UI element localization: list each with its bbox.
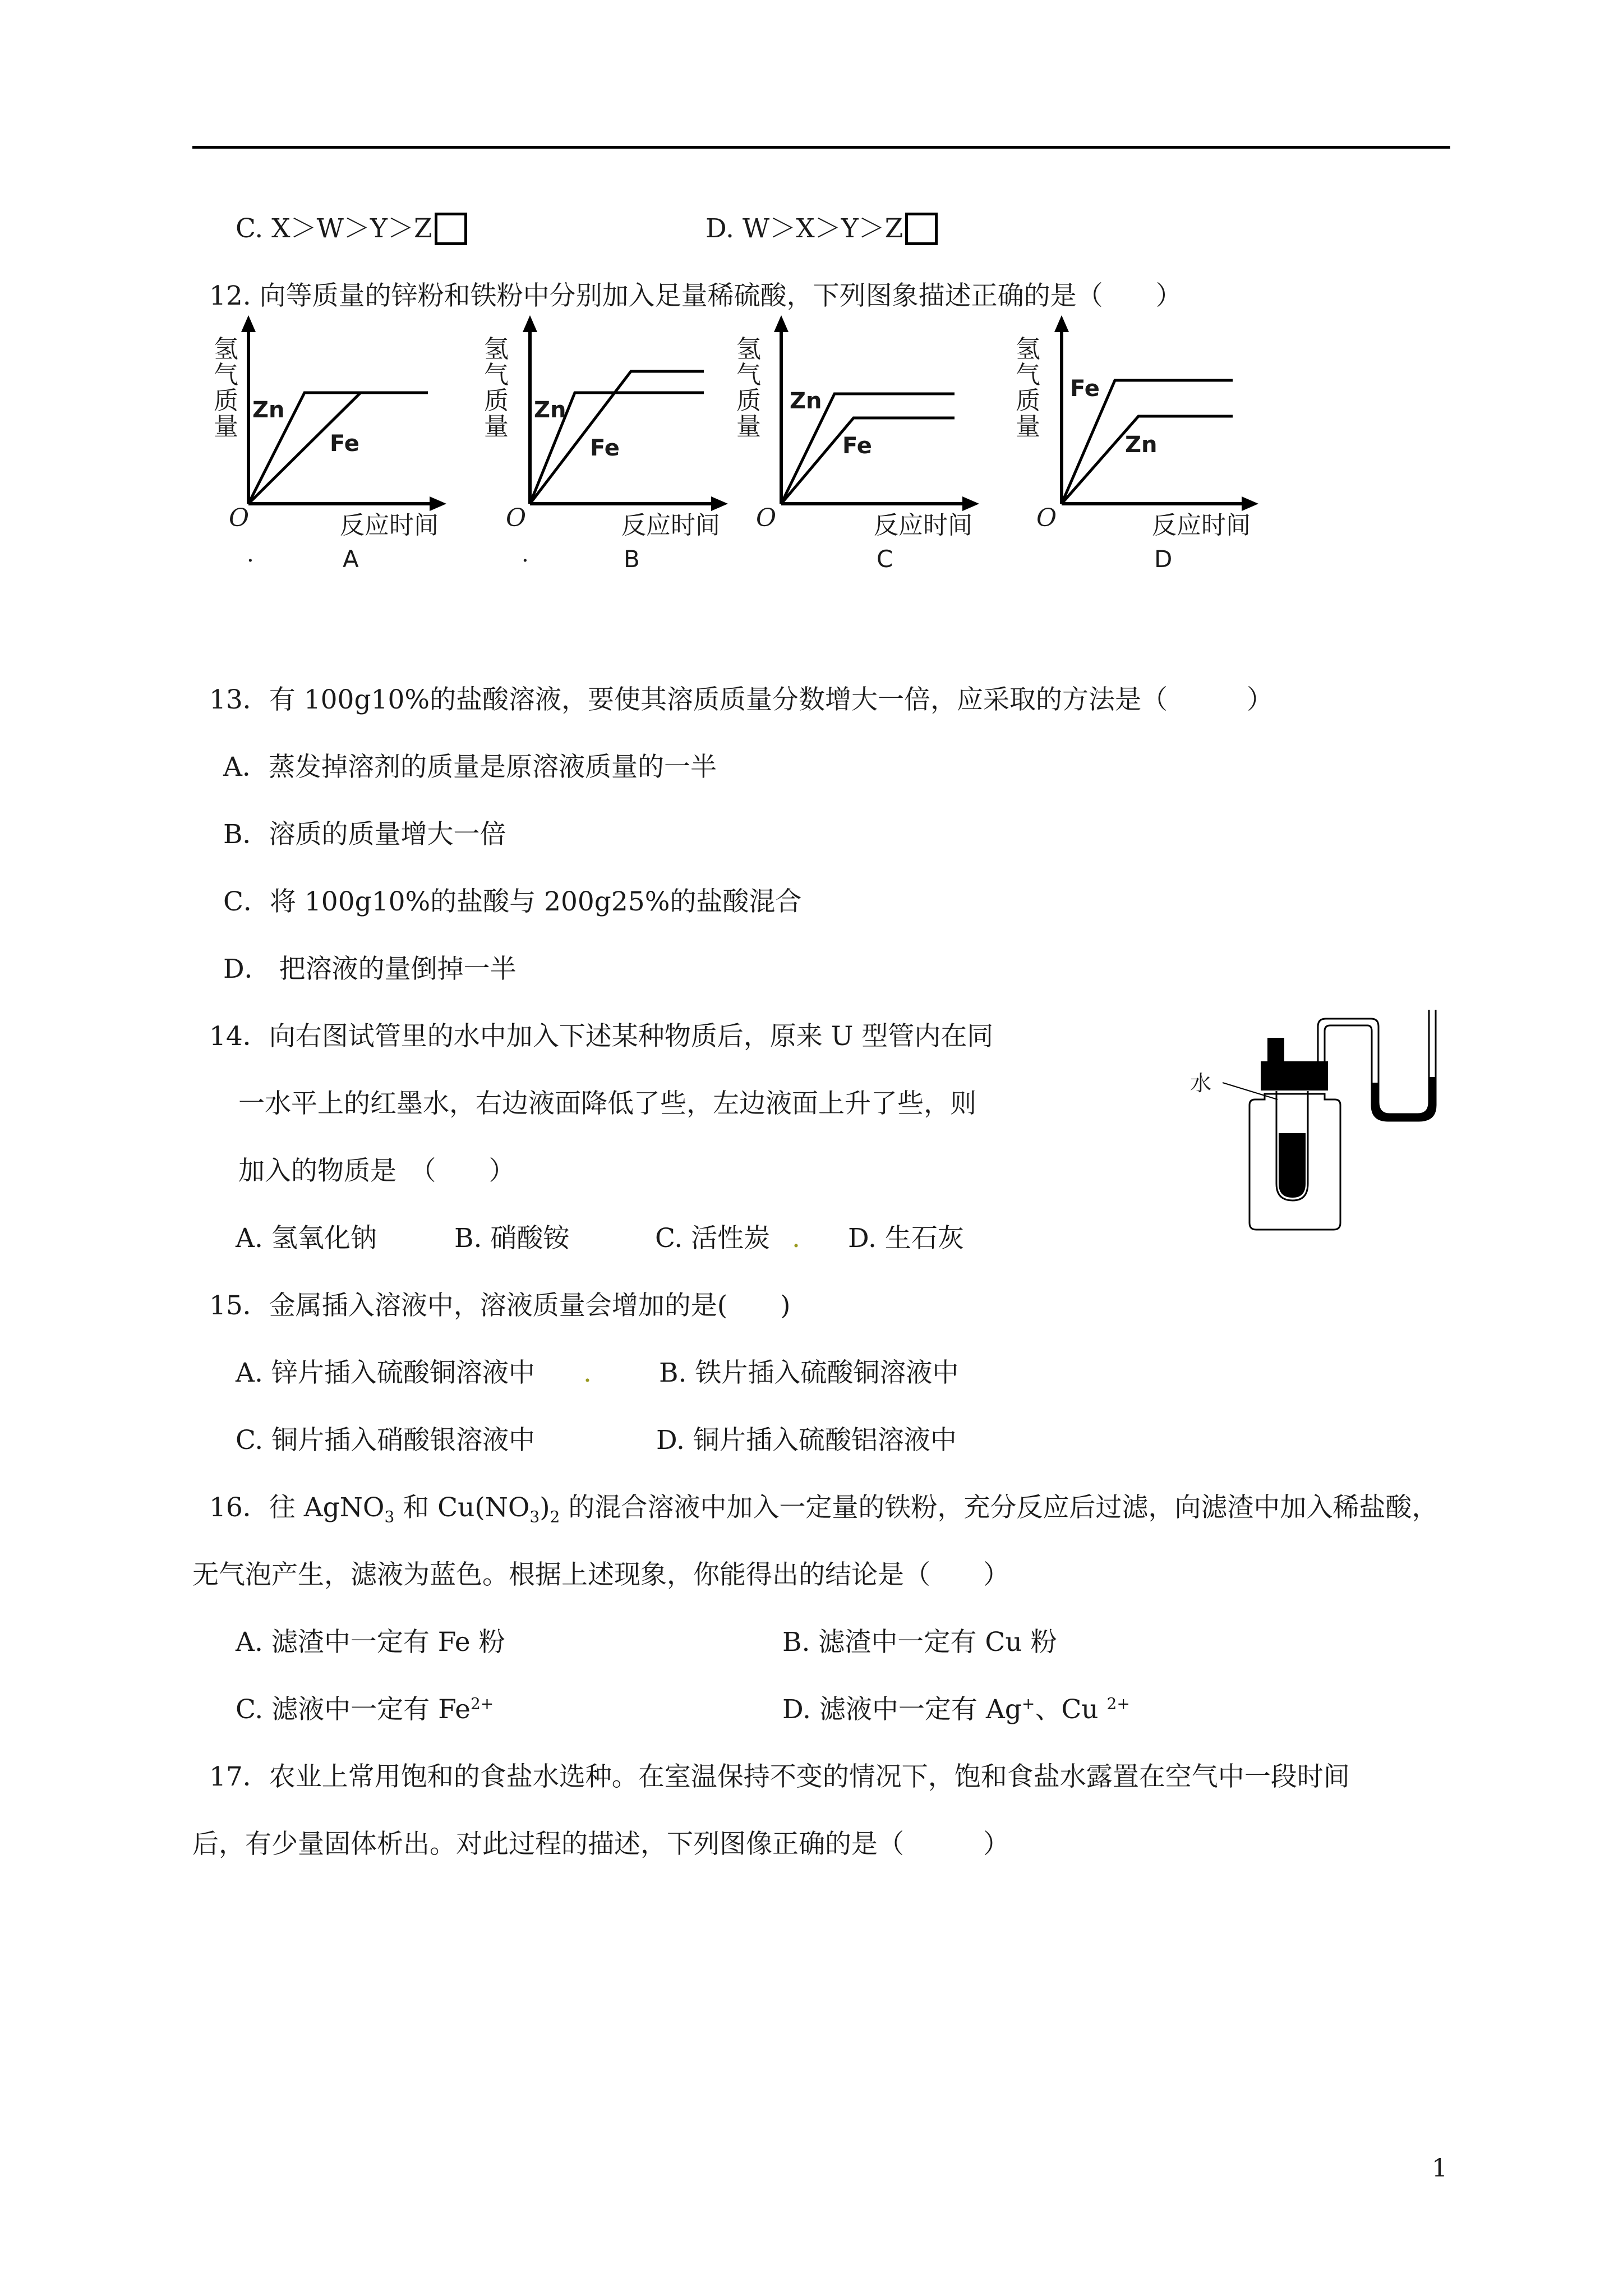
q16-option-d-sup2: 2+ <box>1106 1694 1130 1713</box>
q15-option-b: B. 铁片插入硫酸铜溶液中 <box>659 1358 959 1388</box>
q14-option-b: B. 硝酸铵 <box>454 1223 570 1254</box>
chart-d-letter: D <box>1154 545 1173 573</box>
test-tube-water <box>1279 1133 1306 1198</box>
q16-part3: ) <box>540 1492 550 1523</box>
q16-part2: 和 Cu(NO <box>394 1492 530 1523</box>
q12-stem: 12. 向等质量的锌粉和铁粉中分别加入足量稀硫酸，下列图象描述正确的是（ ） <box>209 280 1182 311</box>
answer-box-d[interactable] <box>905 213 938 245</box>
chart-d-ylabel: 氢气质量 <box>1016 335 1040 441</box>
u-tube-apparatus-svg <box>1178 1010 1458 1234</box>
stopper-neck-left <box>1267 1038 1284 1062</box>
q13-option-c: C．将 100g10%的盐酸与 200g25%的盐酸混合 <box>223 886 802 917</box>
chart-a-y-arrow <box>241 315 256 332</box>
chart-c-ylabel: 氢气质量 <box>736 335 761 441</box>
q16-option-d <box>782 1693 1130 1727</box>
q16-option-b: B. 滤渣中一定有 Cu 粉 <box>782 1627 1057 1658</box>
q14-dot: . <box>792 1223 800 1254</box>
header-rule <box>192 146 1450 149</box>
q16-part4: 的混合溶液中加入一定量的铁粉，充分反应后过滤，向滤渣中加入稀盐酸， <box>560 1492 1438 1523</box>
chart-b-fe-label: Fe <box>590 435 620 461</box>
option-d-line <box>706 212 938 246</box>
chart-b-letter: B <box>624 545 640 573</box>
chart-b-dot: . <box>522 541 529 567</box>
q16-option-c <box>236 1693 494 1727</box>
chart-c-fe-label: Fe <box>842 433 872 459</box>
q16-option-d-text2: 、Cu <box>1035 1694 1107 1725</box>
u-tube-inner <box>1378 1010 1429 1114</box>
red-ink <box>1372 1077 1436 1121</box>
q16-sub2: 3 <box>529 1507 540 1526</box>
chart-b-origin: O <box>506 504 527 532</box>
q15-option-d: D. 铜片插入硫酸铝溶液中 <box>656 1425 957 1456</box>
q13-option-b: B．溶质的质量增大一倍 <box>223 819 506 850</box>
chart-b-y-arrow <box>523 315 537 332</box>
chart-c-letter: C <box>877 545 893 573</box>
connecting-tube-inner <box>1325 1025 1372 1061</box>
q16-line1 <box>209 1491 1438 1525</box>
water-label: 水 <box>1190 1071 1212 1096</box>
q13-option-d: D． 把溶液的量倒掉一半 <box>223 954 517 984</box>
chart-a-origin: O <box>229 504 250 532</box>
chart-b-xlabel: 反应时间 <box>621 511 720 540</box>
chart-a-zn-label: Zn <box>252 397 285 423</box>
q15-stem: 15．金属插入溶液中，溶液质量会增加的是( ) <box>209 1290 791 1321</box>
chart-c-origin: O <box>756 504 777 532</box>
q16-sub3: 2 <box>550 1507 560 1526</box>
option-c-text: C. X＞W＞Y＞Z <box>236 213 432 244</box>
chart-a-ylabel: 氢气质量 <box>214 335 238 441</box>
chart-d-y-arrow <box>1054 315 1069 332</box>
option-c-line <box>236 212 467 246</box>
q16-line2: 无气泡产生，滤液为蓝色。根据上述现象，你能得出的结论是（ ） <box>192 1559 1009 1590</box>
q15-dot: . <box>583 1358 592 1388</box>
bottle-stopper <box>1261 1061 1328 1091</box>
q16-option-a: A. 滤渣中一定有 Fe 粉 <box>236 1627 505 1658</box>
page-number: 1 <box>1432 2154 1447 2183</box>
chart-c <box>735 325 1004 578</box>
chart-b <box>482 325 751 578</box>
chart-c-zn-label: Zn <box>790 388 822 414</box>
option-d-text: D. W＞X＞Y＞Z <box>706 213 903 244</box>
answer-box-c[interactable] <box>435 213 467 245</box>
chart-a <box>212 325 481 578</box>
chart-c-xlabel: 反应时间 <box>874 511 972 540</box>
chart-d-fe-label: Fe <box>1070 376 1100 402</box>
q13-stem: 13．有 100g10%的盐酸溶液，要使其溶质质量分数增大一倍，应采取的方法是（ ） <box>209 684 1274 715</box>
q13-option-a: A．蒸发掉溶剂的质量是原溶液质量的一半 <box>223 752 717 783</box>
q16-option-d-text1: D. 滤液中一定有 Ag <box>782 1694 1022 1725</box>
q16-sub1: 3 <box>384 1507 395 1526</box>
q14-option-d: D. 生石灰 <box>848 1223 964 1254</box>
q14-line1: 14．向右图试管里的水中加入下述某种物质后，原来 U 型管内在同 <box>209 1021 994 1052</box>
q17-line1: 17．农业上常用饱和的食盐水选种。在室温保持不变的情况下，饱和食盐水露置在空气中一段时间 <box>209 1761 1350 1792</box>
q16-part1: 16．往 AgNO <box>209 1492 385 1523</box>
q16-option-d-sup1: + <box>1021 1694 1035 1713</box>
q14-option-a: A. 氢氧化钠 <box>236 1223 377 1254</box>
q15-option-a: A. 锌片插入硫酸铜溶液中 <box>236 1358 535 1388</box>
q14-line2: 一水平上的红墨水，右边液面降低了些，左边液面上升了些，则 <box>238 1088 976 1119</box>
q15-option-c: C. 铜片插入硝酸银溶液中 <box>236 1425 536 1456</box>
u-tube-outer <box>1372 1010 1436 1121</box>
chart-d-origin: O <box>1036 504 1057 532</box>
chart-d-zn-line <box>1062 416 1233 504</box>
chart-c-y-arrow <box>774 315 789 332</box>
q16-option-c-text: C. 滤液中一定有 Fe <box>236 1694 471 1725</box>
chart-a-xlabel: 反应时间 <box>340 511 439 540</box>
chart-d-zn-label: Zn <box>1125 432 1158 458</box>
chart-c-fe-line <box>781 418 955 504</box>
u-tube-apparatus <box>1178 1010 1458 1234</box>
chart-d-xlabel: 反应时间 <box>1152 511 1251 540</box>
chart-d <box>1014 325 1283 578</box>
q14-option-c: C. 活性炭 <box>655 1223 771 1254</box>
q16-option-c-sup: 2+ <box>470 1694 494 1713</box>
chart-b-zn-label: Zn <box>534 397 566 423</box>
chart-b-ylabel: 氢气质量 <box>484 335 509 441</box>
chart-a-fe-label: Fe <box>330 431 359 457</box>
chart-a-dot: . <box>247 541 254 567</box>
chart-a-letter: A <box>343 545 359 573</box>
q17-line2: 后，有少量固体析出。对此过程的描述，下列图像正确的是（ ） <box>192 1829 1009 1860</box>
q14-line3: 加入的物质是 （ ） <box>238 1156 515 1186</box>
